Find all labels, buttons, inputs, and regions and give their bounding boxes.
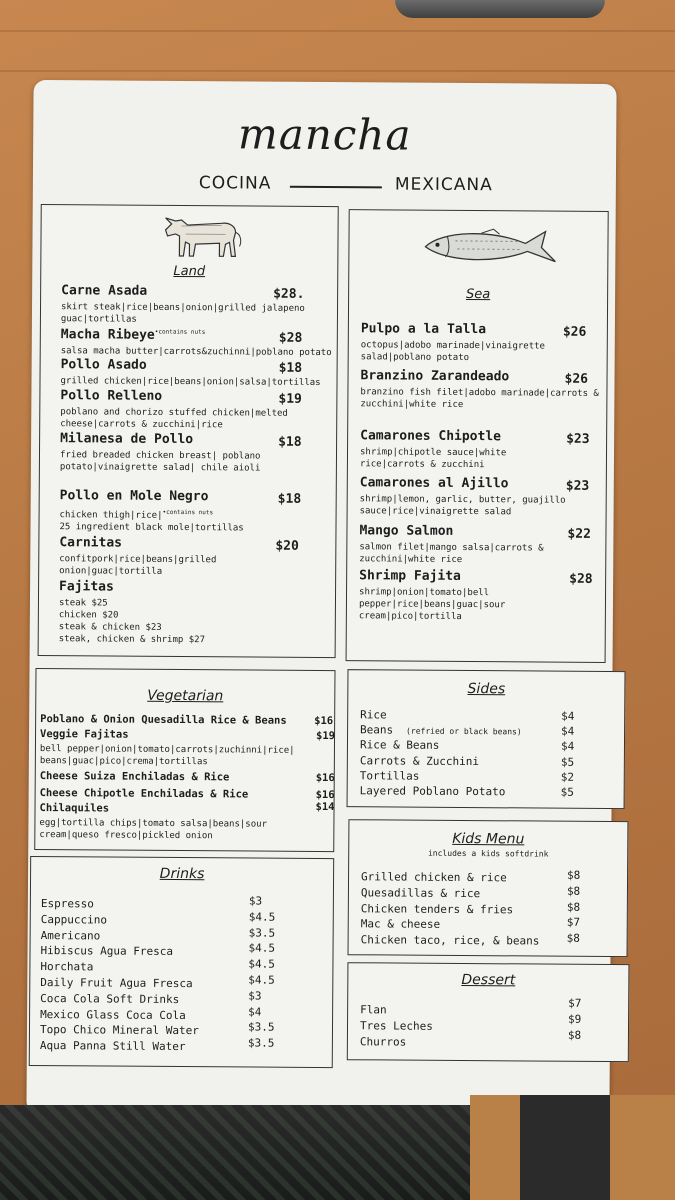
menu-item-name: Espresso bbox=[40, 897, 94, 911]
menu-item-price: $7 bbox=[566, 916, 581, 930]
menu-item-desc: grilled chicken|rice|beans|onion|salsa|tortillas bbox=[60, 376, 321, 388]
menu-item-price: $4.5 bbox=[248, 910, 276, 924]
menu-item-price: $3.5 bbox=[247, 1036, 275, 1050]
menu-item-name: Cheese Suiza Enchiladas & Rice bbox=[39, 770, 230, 784]
menu-item-name: Pollo Asado bbox=[60, 357, 147, 373]
menu-item-name: Aqua Panna Still Water bbox=[39, 1039, 186, 1054]
fajita-option: steak $25 bbox=[58, 598, 108, 609]
menu-item-price: $4.5 bbox=[248, 973, 275, 987]
menu-item-name: Layered Poblano Potato bbox=[359, 784, 506, 799]
menu-item-price: $14 bbox=[315, 800, 335, 814]
menu-item-price: $3.5 bbox=[247, 1020, 275, 1035]
menu-item-price: $9 bbox=[568, 1012, 582, 1026]
menu-item-name: Mac & cheese bbox=[360, 917, 441, 932]
menu-item-name: Pollo en Mole Negro bbox=[59, 488, 209, 505]
menu-item-price: $4.5 bbox=[248, 957, 275, 971]
menu-item-name: Beans bbox=[360, 723, 394, 737]
subtitle-right: MEXICANA bbox=[394, 174, 493, 196]
menu-item-name: Pollo Relleno bbox=[60, 388, 163, 404]
menu-item-price: $18 bbox=[277, 491, 302, 507]
menu-item-price: $18 bbox=[278, 360, 303, 376]
menu-card bbox=[26, 80, 616, 1117]
menu-item-price: $3 bbox=[248, 989, 262, 1003]
menu-item-name: Coca Cola Soft Drinks bbox=[40, 991, 180, 1006]
land-section bbox=[38, 204, 339, 658]
menu-item-desc: poblano and chorizo stuffed chicken|melted cheese|carrots & zucchini|rice bbox=[60, 407, 288, 431]
menu-item-price: $7 bbox=[568, 996, 582, 1010]
menu-item-price: $8 bbox=[567, 868, 581, 882]
menu-item-name: Milanesa de Pollo bbox=[60, 431, 194, 448]
menu-item-desc: bell pepper|onion|tomato|carrots|zuchinni|rice| beans|guac|pico|crema|tortillas bbox=[39, 744, 295, 768]
menu-item-price: $26 bbox=[564, 371, 589, 387]
menu-item-price: $28 bbox=[569, 571, 593, 587]
menu-item-price: $20 bbox=[275, 538, 299, 554]
kids-section bbox=[348, 819, 629, 957]
beans-note: (refried or black beans) bbox=[406, 726, 522, 737]
menu-item-price: $16 bbox=[315, 788, 335, 802]
menu-item-price: $8 bbox=[566, 900, 581, 914]
menu-item-price: $3.5 bbox=[248, 926, 276, 940]
menu-item-desc: octopus|adobo marinade|vinaigrette salad|poblano potato bbox=[360, 340, 546, 364]
menu-item-name: Mexico Glass Coca Cola bbox=[40, 1007, 186, 1022]
menu-item-price: $4 bbox=[561, 709, 575, 723]
menu-item-name: Carrots & Zucchini bbox=[359, 753, 480, 768]
menu-item-name: Chicken taco, rice, & beans bbox=[360, 933, 540, 948]
menu-item-name: Camarones Chipotle bbox=[360, 428, 502, 445]
dessert-title: Dessert bbox=[461, 971, 516, 989]
menu-item-desc: chicken thigh|rice|$^{•contains nuts}$ 25 ingredient black mole|tortillas bbox=[59, 508, 244, 534]
menu-item-name: Flan bbox=[360, 1003, 387, 1017]
menu-item-name: Camarones al Ajillo bbox=[359, 475, 509, 492]
menu-item-price: $4 bbox=[248, 1005, 262, 1019]
menu-item-desc: shrimp|lemon, garlic, butter, guajillo sauce|rice|vinaigrette salad bbox=[359, 494, 566, 518]
menu-item-name: Carnitas bbox=[59, 535, 123, 551]
menu-item-desc: salsa macha butter|carrots&zuchinni|poblano potato bbox=[60, 346, 332, 359]
menu-item-price: $16 bbox=[314, 714, 334, 728]
menu-item-name: Grilled chicken & rice bbox=[361, 870, 507, 885]
menu-item-name: Cappuccino bbox=[40, 912, 108, 927]
menu-item-name: Topo Chico Mineral Water bbox=[39, 1023, 199, 1038]
land-title: Land bbox=[173, 263, 206, 280]
menu-item-price: $8 bbox=[566, 884, 581, 898]
fajita-option: steak & chicken $23 bbox=[58, 622, 162, 633]
menu-item-price: $19 bbox=[278, 391, 302, 407]
menu-item-name: Macha Ribeye$^{•contains nuts}$ bbox=[60, 327, 206, 343]
menu-item-name: Cheese Chipotle Enchiladas & Rice bbox=[39, 787, 249, 801]
cow-icon bbox=[161, 210, 243, 261]
menu-item-desc: skirt steak|rice|beans|onion|grilled jalapeno guac|tortillas bbox=[60, 302, 305, 325]
menu-item-desc: egg|tortilla chips|tomato salsa|beans|sour cream|queso fresco|pickled onion bbox=[39, 818, 268, 842]
menu-item-price: $2 bbox=[560, 770, 575, 784]
menu-item-price: $22 bbox=[567, 526, 591, 542]
menu-item-desc: fried breaded chicken breast| poblano potato|vinaigrette salad| chile aioli bbox=[59, 450, 261, 474]
menu-item-name: Horchata bbox=[40, 960, 94, 974]
menu-item-price: $4 bbox=[561, 724, 575, 738]
menu-item-price: $5 bbox=[560, 755, 575, 769]
subtitle-divider bbox=[290, 186, 382, 188]
menu-item-name: Americano bbox=[40, 928, 101, 943]
menu-item-price: $19 bbox=[315, 729, 336, 743]
fish-icon bbox=[421, 225, 561, 268]
menu-item-price: $28 bbox=[278, 330, 303, 346]
menu-item-price: $28. bbox=[273, 286, 305, 302]
coffee-cup bbox=[395, 0, 605, 18]
menu-item-desc: salmon filet|mango salsa|carrots & zucchini|white rice bbox=[359, 542, 544, 565]
menu-item-name: Chicken tenders & fries bbox=[360, 901, 514, 916]
menu-item-name: Churros bbox=[359, 1034, 407, 1049]
menu-item-price: $26 bbox=[562, 324, 587, 340]
vegetarian-title: Vegetarian bbox=[147, 687, 224, 705]
menu-item-price: $23 bbox=[565, 478, 590, 494]
restaurant-logo: mancha bbox=[237, 109, 412, 160]
fajita-option: steak, chicken & shrimp $27 bbox=[58, 634, 206, 646]
sea-section bbox=[346, 209, 609, 663]
sea-title: Sea bbox=[465, 287, 491, 303]
sides-section bbox=[347, 669, 626, 809]
menu-item-name: Pulpo a la Talla bbox=[360, 321, 487, 338]
menu-item-name: Hibiscus Agua Fresca bbox=[40, 944, 174, 959]
drinks-title: Drinks bbox=[159, 865, 205, 883]
kids-title: Kids Menu bbox=[452, 830, 525, 848]
menu-item-name: Rice & Beans bbox=[359, 738, 440, 753]
dessert-section bbox=[347, 962, 630, 1062]
menu-item-price: $3 bbox=[248, 894, 263, 908]
menu-item-name: Veggie Fajitas bbox=[40, 728, 129, 741]
menu-item-price: $5 bbox=[560, 785, 574, 799]
menu-item-name: Carne Asada bbox=[61, 283, 148, 299]
menu-item-name: Daily Fruit Agua Fresca bbox=[40, 976, 193, 991]
menu-item-name: Chilaquiles bbox=[39, 802, 110, 815]
drinks-section bbox=[29, 856, 334, 1068]
menu-item-name: Tortillas bbox=[359, 769, 420, 783]
menu-item-name: Shrimp Fajita bbox=[359, 568, 461, 584]
subtitle-left: COCINA bbox=[198, 173, 272, 194]
menu-item-name: Tres Leches bbox=[359, 1019, 433, 1033]
kids-subtitle: includes a kids softdrink bbox=[427, 848, 549, 859]
menu-item-name: Mango Salmon bbox=[359, 523, 454, 539]
menu-item-desc: shrimp|onion|tomato|bell pepper|rice|beans|guac|sour cream|pico|tortilla bbox=[358, 587, 506, 622]
menu-item-name: Branzino Zarandeado bbox=[360, 368, 510, 385]
menu-item-desc: branzino fish filet|adobo marinade|carrots & zucchini|white rice bbox=[360, 387, 599, 410]
menu-item-name: Fajitas bbox=[59, 579, 114, 595]
menu-item-name: Rice bbox=[360, 708, 387, 722]
menu-item-price: $23 bbox=[566, 431, 590, 447]
menu-item-price: $4.5 bbox=[248, 941, 276, 956]
menu-item-price: $16 bbox=[315, 771, 335, 785]
menu-item-desc: confitpork|rice|beans|grilled onion|guac|tortilla bbox=[59, 554, 217, 577]
menu-item-price: $8 bbox=[567, 1028, 582, 1042]
menu-item-name: Poblano & Onion Quesadilla Rice & Beans bbox=[40, 713, 287, 727]
fajita-option: chicken $20 bbox=[58, 610, 119, 621]
menu-item-desc: shrimp|chipotle sauce|white rice|carrots & zucchini bbox=[359, 447, 507, 471]
vegetarian-section bbox=[34, 668, 335, 852]
dark-object bbox=[520, 1095, 610, 1200]
menu-item-price: $8 bbox=[566, 931, 580, 945]
menu-item-price: $4 bbox=[560, 740, 575, 754]
menu-item-name: Quesadillas & rice bbox=[360, 886, 481, 900]
sides-title: Sides bbox=[467, 681, 506, 698]
menu-item-price: $18 bbox=[278, 434, 302, 450]
